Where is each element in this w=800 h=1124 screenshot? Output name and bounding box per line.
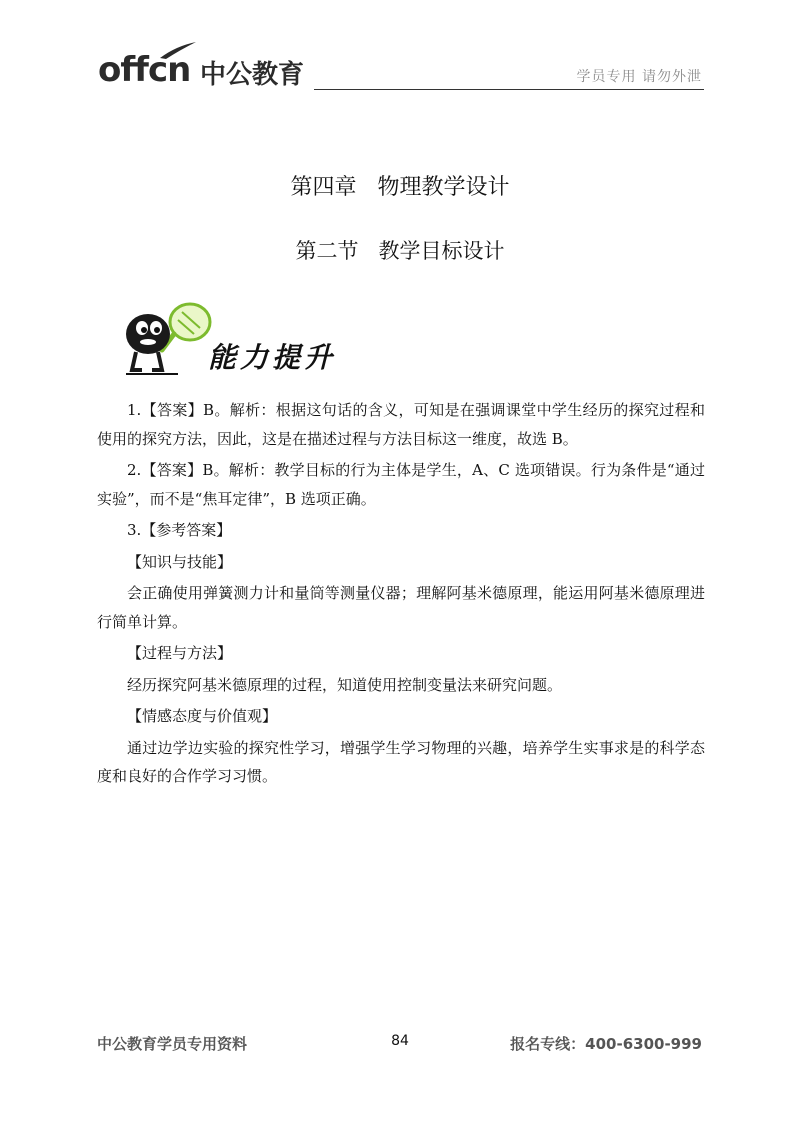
chapter-title: 第四章 物理教学设计 [290, 175, 510, 200]
footer-left-text: 中公教育学员专用资料 [97, 1035, 248, 1053]
section-title: 第二节 教学目标设计 [295, 239, 505, 263]
process-method-heading: 【过程与方法】 [127, 644, 233, 662]
answer-1: 1.【答案】B。解析：根据这句话的含义，可知是在强调课堂中学生经历的探究过程和使用的探究方法，因此，这是在描述过程与方法目标这一维度，故选 B。 [97, 401, 705, 448]
knowledge-skills-heading: 【知识与技能】 [127, 552, 233, 571]
offcn-logo [98, 40, 328, 92]
process-method-text: 经历探究阿基米德原理的过程，知道使用控制变量法来研究问题。 [127, 675, 563, 694]
answer-2: 2.【答案】B。解析：教学目标的行为主体是学生，A、C 选项错误。行为条件是“通过实验”，而不是“焦耳定律”，B 选项正确。 [97, 461, 705, 508]
ability-label: 能力提升 [208, 341, 337, 374]
knowledge-skills-text: 会正确使用弹簧测力计和量筒等测量仪器；理解阿基米德原理，能运用阿基米德原理进行简单计算。 [97, 584, 705, 631]
attitude-values-heading: 【情感态度与价值观】 [127, 707, 278, 725]
header-confidential-note: 学员专用 请勿外泄 [576, 69, 702, 85]
answer-3-heading: 3.【参考答案】 [127, 521, 232, 539]
header-divider [314, 89, 704, 90]
logo-latin-text: offcn [98, 50, 191, 90]
page-header [0, 0, 800, 100]
attitude-values-text: 通过边学边实验的探究性学习，增强学生学习物理的兴趣，培养学生实事求是的科学态度和良好的合作学习习惯。 [97, 738, 705, 785]
ability-badge [118, 300, 358, 380]
logo-chinese-text: 中公教育 [200, 60, 305, 90]
footer-hotline: 报名专线：400-6300-999 [510, 1035, 702, 1053]
page-number: 84 [391, 1033, 409, 1049]
answer-content [97, 396, 705, 794]
mascot-magnifier-icon [118, 300, 218, 380]
